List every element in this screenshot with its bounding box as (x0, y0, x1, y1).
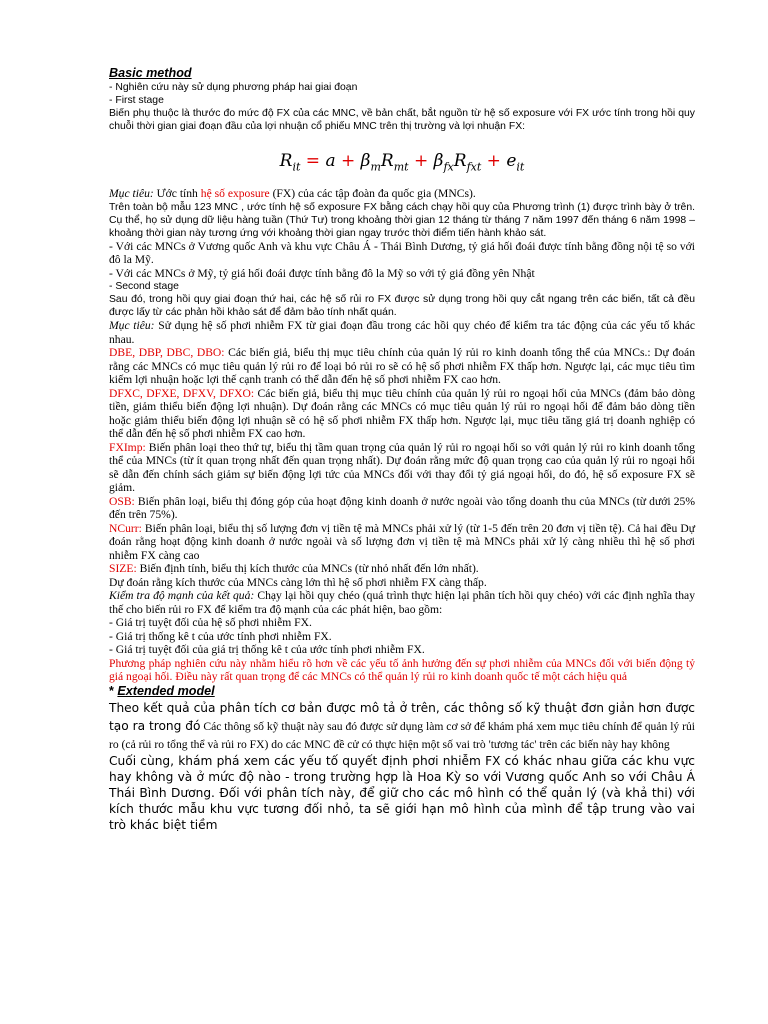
robustness-paragraph: Kiểm tra độ mạnh của kết quả: Chạy lại hồi quy chéo (quá trình thực hiện lại phân tích hồi quy chéo) với các định nghĩa thay thế cho biến rủi ro FX để kiểm tra độ mạnh của các phát hiện, bao gồm: (109, 589, 695, 616)
objective-paragraph: Mục tiêu: Ước tính hệ số exposure (FX) của các tập đoàn đa quốc gia (MNCs). (109, 187, 476, 200)
basic-method-heading: Basic method (109, 66, 192, 80)
robustness-item-1: - Giá trị tuyệt đối của hệ số phơi nhiễm FX. (109, 616, 312, 629)
extended-model-heading: * Extended model (109, 683, 215, 698)
second-stage-paragraph: Sau đó, trong hồi quy giai đoạn thứ hai, các hệ số rủi ro FX được sử dụng trong hồi quy cắt ngang trên các biến, tất cả đều được lấy từ các phản hồi khảo sát để đảm bảo tính nhất quán. (109, 294, 695, 318)
objective2-paragraph: Mục tiêu: Sử dụng hệ số phơi nhiễm FX từ giai đoạn đầu trong các hồi quy chéo để kiểm tra tác động của các yếu tố khác nhau. (109, 319, 695, 346)
document-content (109, 66, 695, 833)
dependent-variable-paragraph: Biến phụ thuộc là thước đo mức độ FX của các MNC, về bản chất, bắt nguồn từ hệ số exposure với FX ước tính trong hồi quy chuỗi thời gian giai đoạn đầu của lợi nhuận cổ phiếu MNC trên thị trường và lợi nhuận FX: (109, 108, 695, 132)
extended-paragraph-1: Theo kết quả của phân tích cơ bản được mô tả ở trên, các thông số kỹ thuật đơn giản hơn được tạo ra trong đó Các thông số kỹ thuật này sau đó được sử dụng làm cơ sở để khám phá xem mục tiêu chính để quản lý rủi ro (cả rủi ro tổng thể và rủi ro FX) do các MNC đề cử có thực hiện một số vai trò 'tương tác' trên các biến này hay không (109, 700, 695, 751)
us-exchange-rate: - Với các MNCs ở Mỹ, tỷ giá hối đoái được tính bằng đô la Mỹ so với tỷ giá đồng yên Nhật (109, 266, 535, 280)
second-stage-label: - Second stage (109, 281, 179, 292)
method-summary: Phương pháp nghiên cứu này nhằm hiểu rõ hơn về các yếu tố ảnh hưởng đến sự phơi nhiễm của MNCs đối với biến động tỷ giá ngoại hối. Điều này rất quan trọng để các MNCs có thể quản lý rủi ro kinh doanh quốc tế một cách hiệu quả (109, 656, 695, 683)
intro-line: - Nghiên cứu này sử dụng phương pháp hai giai đoạn (109, 82, 358, 93)
robustness-item-3: - Giá trị tuyệt đối của giá trị thống kê t của ước tính phơi nhiễm FX. (109, 643, 425, 656)
first-stage-label: - First stage (109, 95, 164, 106)
size-prediction: Dự đoán rằng kích thước của MNCs càng lớn thì hệ số phơi nhiễm FX càng thấp. (109, 575, 487, 589)
robustness-item-2: - Giá trị thống kê t của ước tính phơi nhiễm FX. (109, 629, 332, 643)
size-paragraph: SIZE: Biến định tính, biểu thị kích thước của MNCs (từ nhỏ nhất đến lớn nhất). (109, 562, 479, 575)
uk-asia-exchange-rate: - Với các MNCs ở Vương quốc Anh và khu vực Châu Á - Thái Bình Dương, tỷ giá hối đoái được tính bằng đồng nội tệ so với đô la Mỹ. (109, 239, 695, 266)
sample-paragraph: Trên toàn bộ mẫu 123 MNC , ước tính hệ số exposure FX bằng cách chạy hồi quy của Phương trình (1) được trình bày ở trên. Cụ thể, họ sử dụng dữ liệu hàng tuần (Thứ Tư) trong khoảng thời gian 12 tháng từ tháng 7 năm 1997 đến tháng 6 năm 1998 – khoảng thời gian này tương ứng với khoảng thời gian ngay trước thời điểm tiến hành khảo sát. (109, 201, 695, 239)
dbe-paragraph: DBE, DBP, DBC, DBO: Các biến giả, biểu thị mục tiêu chính của quản lý rủi ro kinh doanh tổng thể của MNCs.: Dự đoán rằng các MNCs có mục tiêu quản lý rủi ro để loại bỏ rủi ro sẽ có hệ số phơi nhiễm FX thấp hơn. Ngược lại, các mục tiêu tìm kiếm lợi nhuận hoặc lợi thế cạnh tranh có thể dẫn đến hệ số phơi nhiễm FX cao hơn. (109, 346, 695, 386)
regression-formula: $R_{it} = a + \beta_mR_{mt} + \beta_{fx}R_{fxt} + e_{it}$ (279, 151, 525, 174)
dfxc-paragraph: DFXC, DFXE, DFXV, DFXO: Các biến giả, biểu thị mục tiêu chính của quản lý rủi ro ngoại hối của MNCs (đảm bảo dòng tiền, giảm thiểu biến động lợi nhuận). Dự đoán rằng các MNCs có mục tiêu quản lý rủi ro ngoại hối để đảm bảo dòng tiền hoặc giảm thiểu biến động lợi nhuận sẽ có hệ số phơi nhiễm FX thấp hơn. Ngược lại, mục tiêu tăng giá trị doanh nghiệp có thể dẫn đến hệ số phơi nhiễm FX cao hơn. (109, 386, 695, 440)
ncurr-paragraph: NCurr: Biến phân loại, biểu thị số lượng đơn vị tiền tệ mà MNCs phải xử lý (từ 1-5 đến trên 20 đơn vị tiền tệ). Cả hai đều Dự đoán rằng hoạt động kinh doanh ở nước ngoài và số lượng đơn vị tiền tệ mà MNCs phải xử lý càng nhiều thì hệ số phơi nhiễm FX càng cao (109, 521, 695, 562)
extended-paragraph-2: Cuối cùng, khám phá xem các yếu tố quyết định phơi nhiễm FX có khác nhau giữa các khu vực hay không và ở mức độ nào - trong trường hợp là Hoa Kỳ so với Vương quốc Anh so với Châu Á Thái Bình Dương. Đối với phân tích này, để giữ cho các mô hình có thể quản lý (và khả thi) với kích thước mẫu khu vực tương đối nhỏ, ta sẽ giới hạn mô hình của mình để tập trung vào vai trò khác biệt tiềm (109, 753, 695, 832)
osb-paragraph: OSB: Biến phân loại, biểu thị đóng góp của hoạt động kinh doanh ở nước ngoài vào tổng doanh thu của MNCs (từ dưới 25% đến trên 75%). (109, 494, 695, 521)
fximp-paragraph: FXImp: Biến phân loại theo thứ tự, biểu thị tầm quan trọng của quản lý rủi ro ngoại hối so với quản lý rủi ro kinh doanh tổng thể của MNCs (từ ít quan trọng nhất đến quan trọng nhất). Dự đoán rằng mức độ quan trọng cao của quản lý rủi ro ngoại hối sẽ dẫn đến chính sách giảm sự biến động lợi tức của MNCs đối với thay đổi tỷ giá ngoại hối, do đó, hệ số exposure FX sẽ giảm. (109, 440, 695, 494)
